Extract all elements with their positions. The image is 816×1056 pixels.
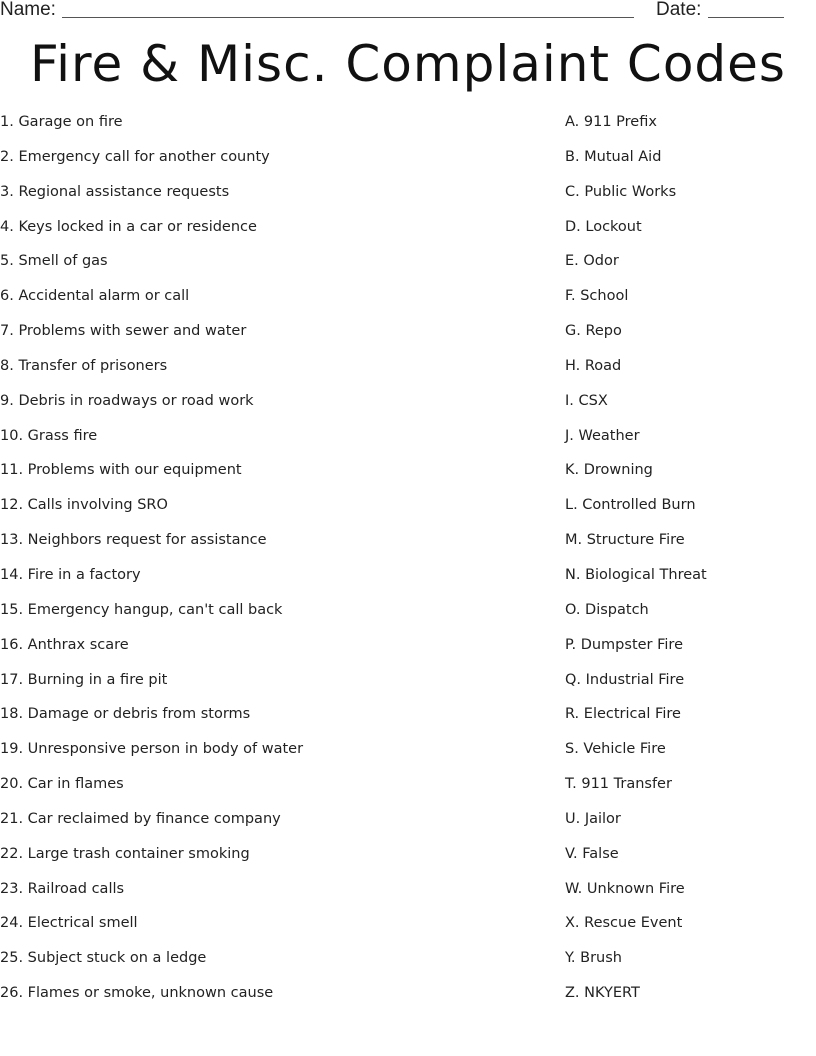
- clue-item: 15. Emergency hangup, can't call back: [0, 601, 283, 618]
- answer-item: I. CSX: [565, 392, 608, 409]
- clue-item: 17. Burning in a fire pit: [0, 671, 168, 688]
- answer-item: B. Mutual Aid: [565, 148, 662, 165]
- answer-item: F. School: [565, 288, 629, 305]
- answer-item: H. Road: [565, 357, 622, 374]
- answer-item: A. 911 Prefix: [565, 114, 657, 130]
- answer-item: O. Dispatch: [565, 601, 649, 618]
- answer-item: L. Controlled Burn: [565, 497, 696, 514]
- answer-item: C. Public Works: [565, 183, 677, 200]
- clue-item: 6. Accidental alarm or call: [0, 288, 190, 305]
- clue-item: 21. Car reclaimed by finance company: [0, 810, 281, 827]
- clue-item: 20. Car in flames: [0, 776, 124, 793]
- answer-item: R. Electrical Fire: [565, 706, 681, 723]
- answer-item: P. Dumpster Fire: [565, 636, 683, 653]
- answer-item: J. Weather: [565, 427, 640, 444]
- clue-item: 12. Calls involving SRO: [0, 497, 168, 514]
- worksheet-header: [0, 0, 816, 24]
- clue-item: 10. Grass fire: [0, 427, 98, 444]
- clue-item: 8. Transfer of prisoners: [0, 357, 168, 374]
- clue-item: 7. Problems with sewer and water: [0, 323, 247, 340]
- clue-item: 22. Large trash container smoking: [0, 845, 250, 862]
- clue-item: 2. Emergency call for another county: [0, 148, 270, 165]
- answer-item: V. False: [565, 845, 619, 862]
- date-field-line[interactable]: [708, 17, 784, 18]
- page-title: Fire & Misc. Complaint Codes: [30, 35, 786, 93]
- answer-item: M. Structure Fire: [565, 532, 685, 549]
- answers-list: [565, 112, 805, 1018]
- answer-item: Y. Brush: [565, 950, 622, 967]
- answer-item: K. Drowning: [565, 462, 653, 479]
- name-field-line[interactable]: [62, 17, 634, 18]
- answer-item: Z. NKYERT: [565, 985, 640, 1002]
- clue-item: 5. Smell of gas: [0, 253, 108, 270]
- answer-item: G. Repo: [565, 323, 622, 340]
- answer-item: W. Unknown Fire: [565, 880, 685, 897]
- answer-item: U. Jailor: [565, 810, 621, 827]
- clue-item: 3. Regional assistance requests: [0, 183, 230, 200]
- name-label: Name:: [0, 0, 56, 20]
- clue-item: 26. Flames or smoke, unknown cause: [0, 985, 274, 1002]
- clue-item: 4. Keys locked in a car or residence: [0, 218, 257, 235]
- answer-item: X. Rescue Event: [565, 915, 683, 932]
- answer-item: N. Biological Threat: [565, 566, 707, 583]
- clue-item: 14. Fire in a factory: [0, 566, 141, 583]
- clue-item: 25. Subject stuck on a ledge: [0, 950, 207, 967]
- answer-item: D. Lockout: [565, 218, 642, 235]
- clue-item: 1. Garage on fire: [0, 114, 123, 130]
- clue-item: 16. Anthrax scare: [0, 636, 129, 653]
- clue-item: 11. Problems with our equipment: [0, 462, 242, 479]
- answer-item: E. Odor: [565, 253, 619, 270]
- answer-item: Q. Industrial Fire: [565, 671, 685, 688]
- answer-item: S. Vehicle Fire: [565, 741, 666, 758]
- clue-item: 23. Railroad calls: [0, 880, 125, 897]
- answer-item: T. 911 Transfer: [565, 776, 672, 793]
- clue-item: 18. Damage or debris from storms: [0, 706, 251, 723]
- clue-item: 13. Neighbors request for assistance: [0, 532, 267, 549]
- clues-list: [0, 112, 540, 1018]
- clue-item: 9. Debris in roadways or road work: [0, 392, 254, 409]
- date-label: Date:: [656, 0, 702, 20]
- clue-item: 24. Electrical smell: [0, 915, 138, 932]
- clue-item: 19. Unresponsive person in body of water: [0, 741, 304, 758]
